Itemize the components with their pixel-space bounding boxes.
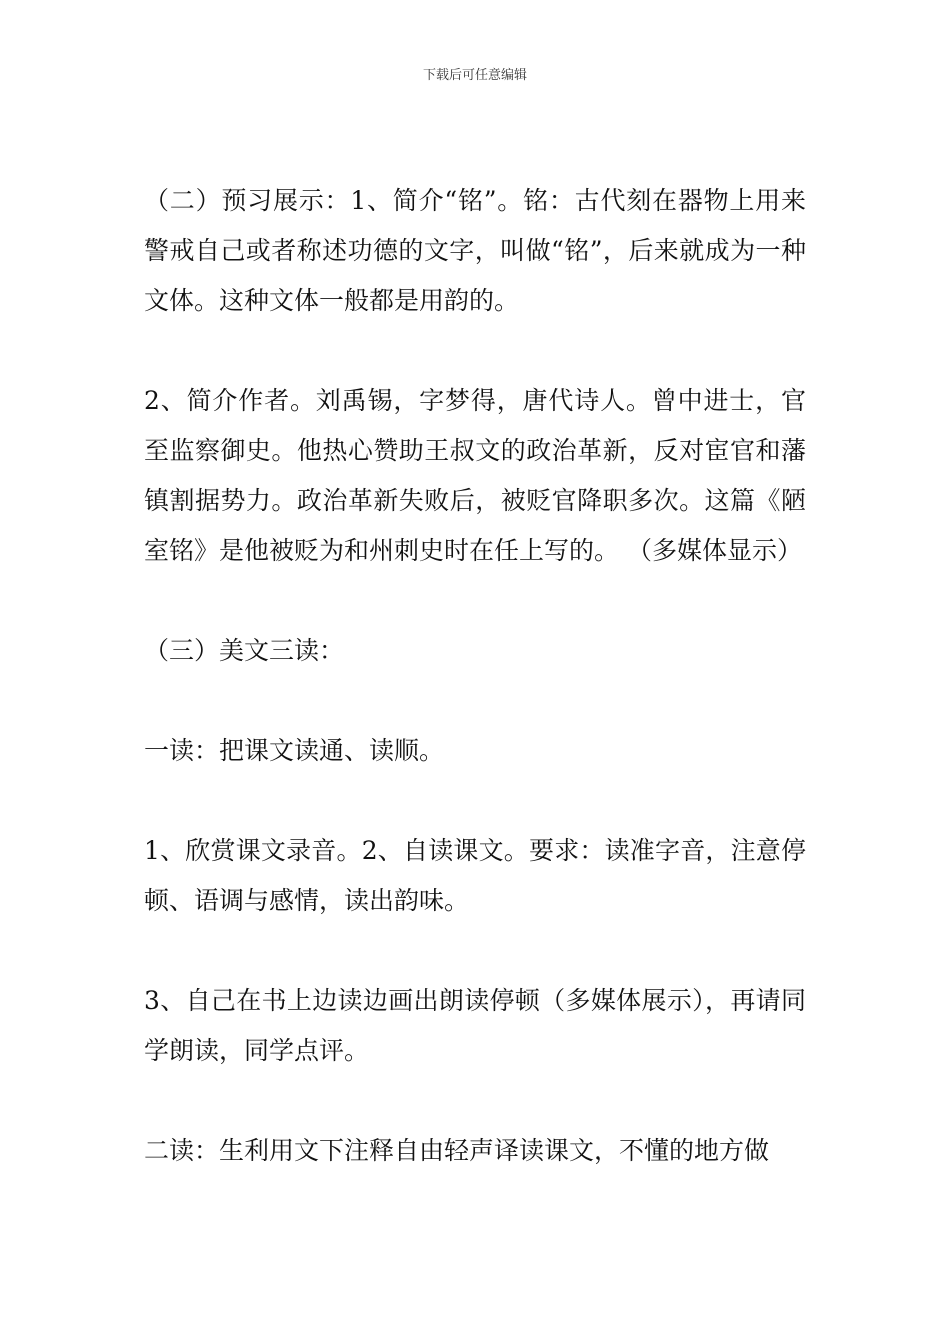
page-header: 下载后可任意编辑 xyxy=(422,68,527,83)
paragraph-preview-intro: （二）预习展示：1、简介“铭”。铭：古代刻在器物上用来警戒自己或者称述功德的文字，叫做“铭”，后来就成为一种文体。这种文体一般都是用韵的。 xyxy=(144,186,806,315)
paragraph-second-reading: 二读：生利用文下注释自由轻声译读课文，不懂的地方做 xyxy=(144,1136,770,1165)
document-body xyxy=(144,176,806,1226)
paragraph-mark-pauses: 3、自己在书上边读边画出朗读停顿（多媒体展示），再请同学朗读，同学点评。 xyxy=(144,986,806,1065)
paragraph-three-readings-heading: （三）美文三读： xyxy=(144,636,345,665)
paragraph-listen-and-read: 1、欣赏课文录音。2、自读课文。要求：读准字音，注意停顿、语调与感情，读出韵味。 xyxy=(144,836,806,915)
paragraph-author-intro: 2、简介作者。刘禹锡，字梦得，唐代诗人。曾中进士，官至监察御史。他热心赞助王叔文的政治革新，反对宦官和藩镇割据势力。政治革新失败后，被贬官降职多次。这篇《陋室铭》是他被贬为和州刺史时在任上写的。 （多媒体显示） xyxy=(144,386,806,565)
paragraph-first-reading: 一读：把课文读通、读顺。 xyxy=(144,736,445,765)
